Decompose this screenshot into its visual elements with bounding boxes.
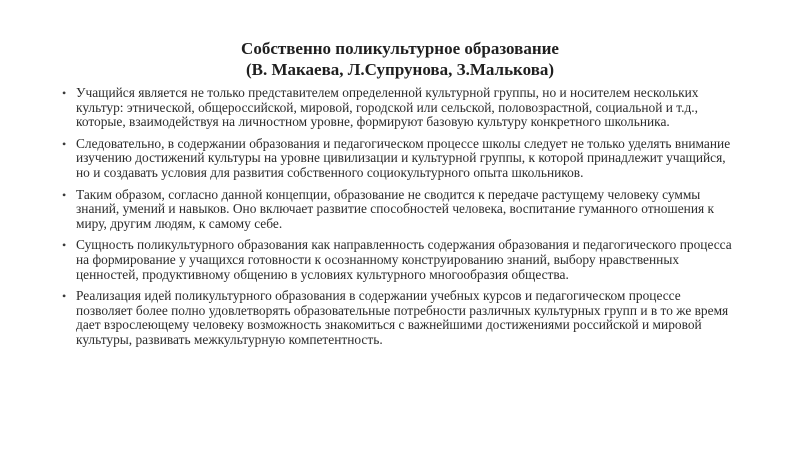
slide-title-line-1: Собственно поликультурное образование [241,39,559,58]
bullet-dot-icon: • [62,289,67,304]
bullet-dot-icon: • [62,136,67,151]
bullet-dot-icon: • [62,187,67,202]
bullet-item-4 [62,238,732,282]
bullet-dot-icon: • [62,238,67,253]
bullet-item-2 [62,137,732,181]
bullet-item-5 [62,289,732,347]
slide-title-line-2: (В. Макаева, Л.Супрунова, З.Малькова) [245,60,555,79]
bullet-list [62,86,732,355]
bullet-text-2: Следовательно, в содержании образования и педагогическом процессе школы следует не только уделять внимание изучению достижений культуры на уровне цивилизации и культурной группы, к которой принадлежит учащийся, но и создавать условия для развития собственного социокультурного опыта школьников. [76,135,731,180]
bullet-dot-icon: • [62,86,67,100]
slide-title [0,38,800,80]
bullet-text-5: Реализация идей поликультурного образования в содержании учебных курсов и педагогическом процессе позволяет более полно удовлетворять образовательные потребности различных культурных групп и в то же время дает взрослеющему человеку возможность знакомиться с важнейшими достижениями российской и мировой культуры, развивать межкультурную компетентность. [76,288,729,347]
bullet-text-3: Таким образом, согласно данной концепции, образование не сводится к передаче растущему человеку суммы знаний, умений и навыков. Оно включает развитие способностей человека, воспитание гуманного отношения к миру, другим людям, к самому себе. [76,186,715,231]
bullet-text-1: Учащийся является не только представителем определенной культурной группы, но и носителем нескольких культур: этнической, общероссийской, мировой, городской или сельской, половозрастной, социальной и т.д., которые, взаимодействуя на личностном уровне, формируют базовую культуру конкретного школьника. [76,85,699,130]
bullet-item-1 [62,86,732,130]
bullet-text-4: Сущность поликультурного образования как направленность содержания образования и педагогического процесса на формирование у учащихся готовности к осознанному конструированию знаний, выбору нравственных ценностей, продуктивному общению в условиях культурного многообразия общества. [76,237,732,282]
bullet-item-3 [62,188,732,232]
